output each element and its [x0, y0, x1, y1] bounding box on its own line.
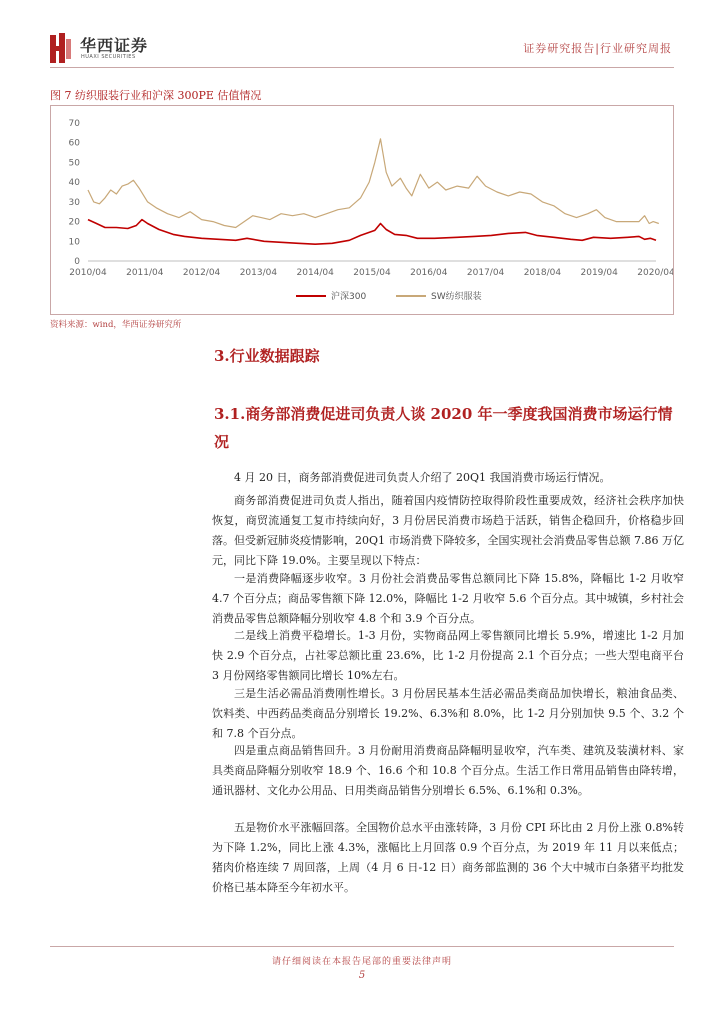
series-line-hs300 [88, 220, 656, 245]
pe-valuation-chart [51, 106, 673, 314]
figure-source: 资料来源：wind，华西证券研究所 [50, 320, 182, 330]
y-tick-label: 20 [68, 217, 80, 228]
y-tick-label: 0 [74, 257, 80, 267]
y-tick-label: 60 [68, 138, 80, 149]
paragraph-summary: 商务部消费促进司负责人指出，随着国内疫情防控取得阶段性重要成效，经济社会秩序加快恢复，商贸流通复工复市持续向好，3 月份居民消费市场趋于活跃，销售企稳回升，价格稳步回落。但受新冠肺炎疫情影响，20Q1 市场消费下降较多，全国实现社会消费品零售总额 7.86 万亿元，同比下降 19.0%。主要呈现以下特点： [212, 494, 684, 567]
y-tick-label: 40 [68, 178, 80, 189]
paragraph-point-5: 五是物价水平涨幅回落。全国物价总水平由涨转降，3 月份 CPI 环比由 2 月份上涨 0.8%转为下降 1.2%，同比上涨 4.3%，涨幅比上月回落 0.9 个百分点，为 2019 年 11 月以来低点；猪肉价格连续 7 周回落，上周（4 月 6 日-12 日）商务部监测的 36 个大中城市白条猪平均批发价格已基本降至今年初水平。 [212, 821, 684, 894]
x-tick-label: 2019/04 [580, 268, 618, 278]
paragraph-point-3: 三是生活必需品消费刚性增长。3 月份居民基本生活必需品类商品加快增长，粮油食品类、饮料类、中西药品类商品分别增长 19.2%、6.3%和 8.0%，比 1-2 月分别加快 9.5 个、3.2 个和 7.8 个百分点。 [212, 687, 684, 740]
legal-disclaimer: 请仔细阅读在本报告尾部的重要法律声明 [271, 957, 452, 967]
x-tick-label: 2012/04 [182, 268, 221, 278]
paragraph-point-4: 四是重点商品销售回升。3 月份耐用消费商品降幅明显收窄，汽车类、建筑及装潢材料、家具类商品降幅分别收窄 18.9 个、16.6 个和 10.8 个百分点。生活工作日常用品销售由降转增，通讯器材、文化办公用品、日用类商品销售分别增长 6.5%、6.1%和 0.3%。 [212, 744, 684, 797]
y-tick-label: 30 [68, 197, 80, 208]
x-tick-label: 2018/04 [523, 268, 562, 278]
footer-divider [50, 946, 674, 947]
paragraph-point-2: 二是线上消费平稳增长。1-3 月份，实物商品网上零售额同比增长 5.9%，增速比 1-2 月加快 2.9 个百分点，占社零总额比重 23.6%，比 1-2 月份提高 2.1 个百分点；一些大型电商平台 3 月份网络零售额同比增长 10%左右。 [212, 629, 684, 682]
page-header [0, 0, 724, 70]
legend-label: 沪深300 [331, 292, 367, 302]
x-tick-label: 2011/04 [126, 268, 164, 278]
brand-name-en: HUAXI SECURITIES [81, 54, 136, 60]
x-tick-label: 2020/04 [637, 268, 673, 278]
subsection-heading: 3.1.商务部消费促进司负责人谈 2020 年一季度我国消费市场运行情况 [214, 405, 673, 451]
x-tick-label: 2010/04 [69, 268, 107, 278]
figure-title: 图 7 纺织服装行业和沪深 300PE 估值情况 [50, 89, 262, 102]
brand-name: 华西证券 [80, 36, 149, 55]
legend-label: SW纺织服装 [431, 292, 482, 302]
chart-frame [50, 105, 674, 315]
x-tick-label: 2017/04 [466, 268, 505, 278]
x-tick-label: 2015/04 [353, 268, 391, 278]
paragraph-point-1: 一是消费降幅逐步收窄。3 月份社会消费品零售总额同比下降 15.8%，降幅比 1-2 月收窄 4.7 个百分点；商品零售额下降 12.0%，降幅比 1-2 月收窄 5.6 个百分点。其中城镇，乡村社会消费品零售总额降幅分别收窄 4.8 个和 3.9 个百分点。 [212, 572, 684, 625]
x-tick-label: 2014/04 [296, 268, 334, 278]
paragraph-intro: 4 月 20 日，商务部消费促进司负责人介绍了 20Q1 我国消费市场运行情况。 [234, 471, 611, 484]
y-tick-label: 70 [68, 119, 80, 129]
x-tick-label: 2013/04 [239, 268, 278, 278]
y-tick-label: 10 [68, 237, 80, 248]
x-tick-label: 2016/04 [410, 268, 448, 278]
y-tick-label: 50 [68, 158, 80, 169]
series-line-sw-textile [88, 139, 659, 228]
report-type: 证券研究报告|行业研究周报 [523, 42, 672, 55]
section-heading: 3.行业数据跟踪 [214, 347, 320, 365]
page-number: 5 [358, 970, 366, 981]
huaxi-logo-icon [50, 33, 72, 63]
header-divider [50, 67, 674, 68]
